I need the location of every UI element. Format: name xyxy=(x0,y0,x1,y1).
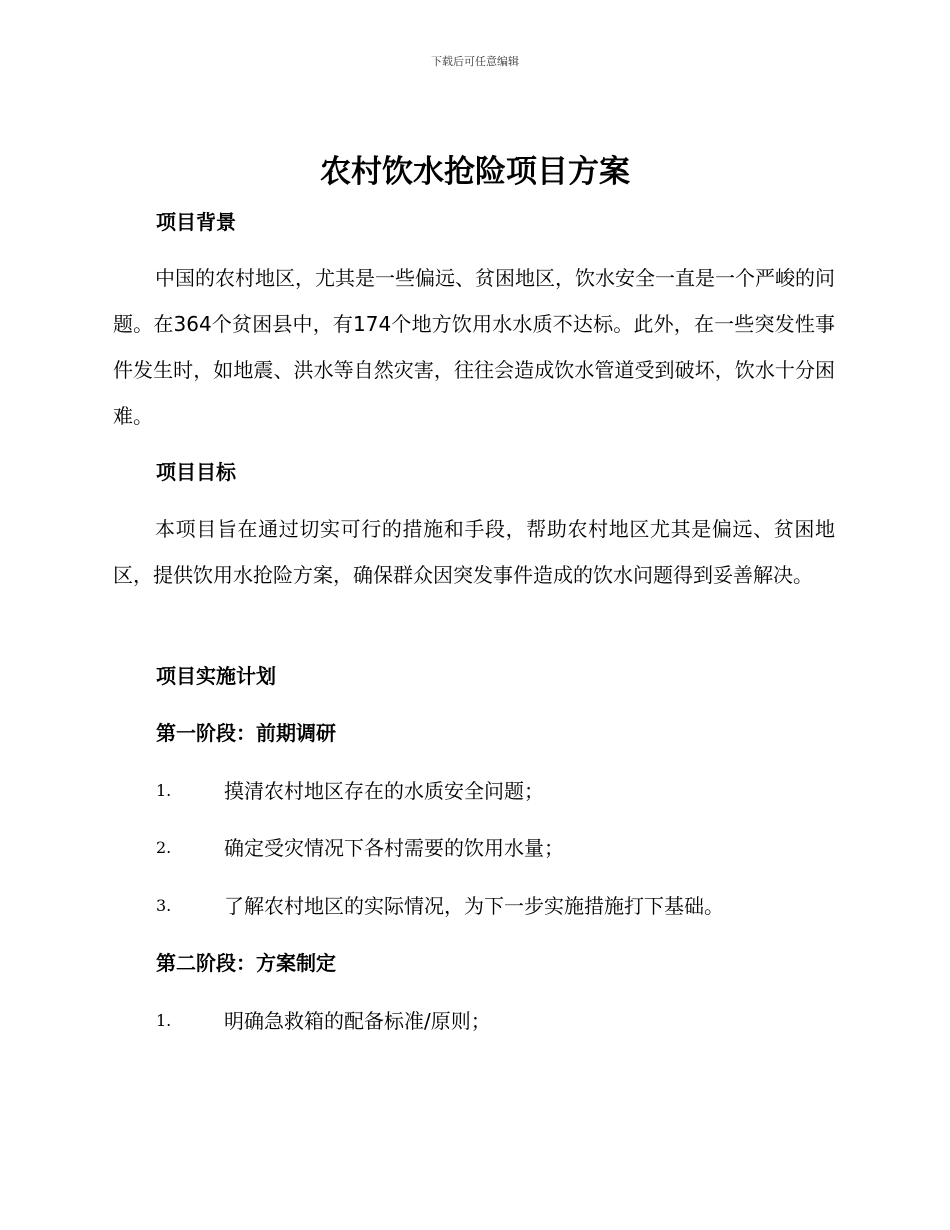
page-header-note: 下载后可任意编辑 xyxy=(431,55,519,68)
list-item xyxy=(156,1006,836,1036)
list-text: 明确急救箱的配备标准/原则； xyxy=(224,1009,491,1033)
list-item xyxy=(156,891,836,921)
list-number: 1. xyxy=(156,1011,172,1030)
list-text: 确定受灾情况下各村需要的饮用水量； xyxy=(224,836,564,860)
list-text: 了解农村地区的实际情况，为下一步实施措施打下基础。 xyxy=(224,894,724,918)
paragraph-background: 中国的农村地区，尤其是一些偏远、贫困地区，饮水安全一直是一个严峻的问题。在364个贫困县中，有174个地方饮用水水质不达标。此外，在一些突发性事件发生时，如地震、洪水等自然灾害，往往会造成饮水管道受到破坏，饮水十分困难。 xyxy=(113,266,835,428)
list-number: 2. xyxy=(156,838,172,857)
section-heading-goal: 项目目标 xyxy=(156,460,236,484)
document-title: 农村饮水抢险项目方案 xyxy=(320,154,630,190)
list-text: 摸清农村地区存在的水质安全问题； xyxy=(224,779,544,803)
list-number: 3. xyxy=(156,896,172,915)
section-heading-background: 项目背景 xyxy=(156,210,236,234)
section-heading-plan: 项目实施计划 xyxy=(156,664,276,688)
list-number: 1. xyxy=(156,781,172,800)
phase-heading-1: 第一阶段：前期调研 xyxy=(156,721,336,745)
phase-heading-2: 第二阶段：方案制定 xyxy=(156,951,336,975)
list-item xyxy=(156,833,836,863)
paragraph-goal: 本项目旨在通过切实可行的措施和手段，帮助农村地区尤其是偏远、贫困地区，提供饮用水抢险方案，确保群众因突发事件造成的饮水问题得到妥善解决。 xyxy=(113,517,835,587)
list-item xyxy=(156,776,836,806)
